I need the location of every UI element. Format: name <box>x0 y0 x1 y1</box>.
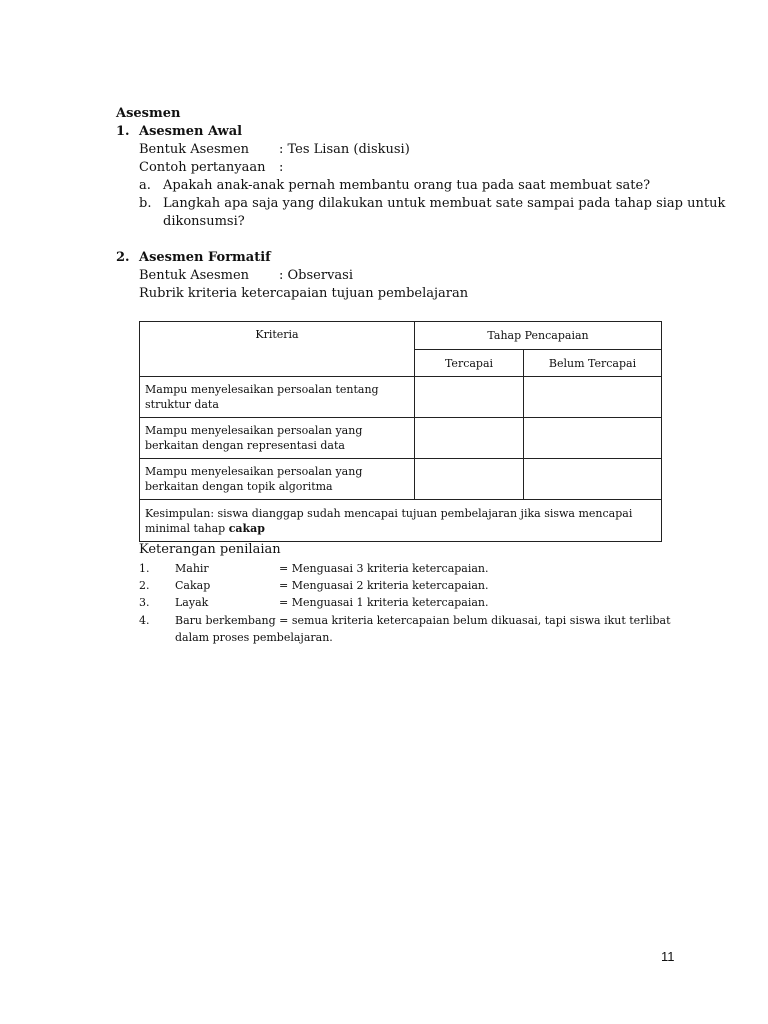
table-row <box>140 459 662 500</box>
legend-item4-line1: Baru berkembang = semua kriteria ketercapaian belum dikuasai, tapi siswa ikut terlibat <box>175 614 671 627</box>
achieved-cell <box>415 377 524 418</box>
section-heading: Asesmen <box>116 106 181 121</box>
question-a-text: Apakah anak-anak pernah membantu orang tua pada saat membuat sate? <box>163 178 651 193</box>
legend-number: 3. <box>139 596 150 609</box>
legend-description: = Menguasai 3 kriteria ketercapaian. <box>279 562 489 575</box>
conclusion-cell <box>140 500 662 542</box>
rubric-intro: Rubrik kriteria ketercapaian tujuan pembelajaran <box>139 286 469 301</box>
section1-title: Asesmen Awal <box>139 124 243 139</box>
conclusion-row <box>140 500 662 542</box>
not-achieved-cell <box>524 418 662 459</box>
section2-form-value: : Observasi <box>279 268 353 283</box>
question-b-line1: Langkah apa saja yang dilakukan untuk membuat sate sampai pada tahap siap untuk <box>163 196 726 211</box>
section1-number: 1. <box>116 124 130 139</box>
section1-form-value: : Tes Lisan (diskusi) <box>279 142 410 157</box>
section1-question-label: Contoh pertanyaan <box>139 160 266 175</box>
table-row <box>140 377 662 418</box>
rubric-table <box>139 321 662 542</box>
criteria-line: berkaitan dengan representasi data <box>145 439 345 452</box>
achieved-cell <box>415 459 524 500</box>
conclusion-line1: Kesimpulan: siswa dianggap sudah mencapai tujuan pembelajaran jika siswa mencapai <box>145 506 633 520</box>
criteria-line: struktur data <box>145 398 219 411</box>
section2-form-label: Bentuk Asesmen <box>139 268 250 283</box>
header-stage: Tahap Pencapaian <box>415 322 662 350</box>
not-achieved-cell <box>524 377 662 418</box>
criteria-cell <box>140 459 415 500</box>
legend-description: = Menguasai 2 kriteria ketercapaian. <box>279 579 489 592</box>
legend-label: Layak <box>175 596 209 609</box>
criteria-line: berkaitan dengan topik algoritma <box>145 480 333 493</box>
header-criteria: Kriteria <box>140 322 415 377</box>
question-b-line2: dikonsumsi? <box>163 214 245 229</box>
section1-form-label: Bentuk Asesmen <box>139 142 250 157</box>
header-not-achieved: Belum Tercapai <box>524 350 662 377</box>
legend-title: Keterangan penilaian <box>139 542 281 557</box>
header-achieved: Tercapai <box>415 350 524 377</box>
legend-label: Mahir <box>175 562 209 575</box>
legend-item4-line2: dalam proses pembelajaran. <box>175 631 333 644</box>
criteria-line: Mampu menyelesaikan persoalan tentang <box>145 383 379 396</box>
criteria-cell <box>140 377 415 418</box>
conclusion-line2-prefix: minimal tahap <box>145 521 229 535</box>
section2-number: 2. <box>116 250 130 265</box>
achieved-cell <box>415 418 524 459</box>
question-marker-b: b. <box>139 196 152 211</box>
question-marker-a: a. <box>139 178 151 193</box>
criteria-line: Mampu menyelesaikan persoalan yang <box>145 465 363 478</box>
page-number: 11 <box>661 949 675 964</box>
legend-number: 4. <box>139 614 150 627</box>
legend-label: Cakap <box>175 579 211 592</box>
conclusion-bold: cakap <box>228 521 265 535</box>
legend-number: 2. <box>139 579 150 592</box>
not-achieved-cell <box>524 459 662 500</box>
table-row <box>140 418 662 459</box>
section1-question-colon: : <box>279 160 284 175</box>
section2-title: Asesmen Formatif <box>139 250 271 265</box>
legend-description: = Menguasai 1 kriteria ketercapaian. <box>279 596 489 609</box>
criteria-cell <box>140 418 415 459</box>
legend-number: 1. <box>139 562 150 575</box>
criteria-line: Mampu menyelesaikan persoalan yang <box>145 424 363 437</box>
